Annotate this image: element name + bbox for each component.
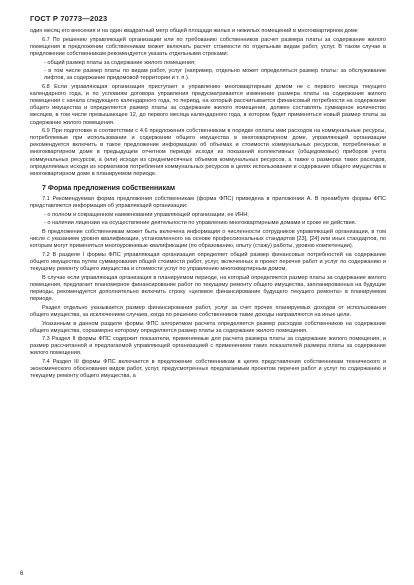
paragraph: 7.1 Рекомендуемая форма предложения собственникам (форма ФПС) приведена в приложении А. В преамбуле формы ФПС представляется информация об управляющей организации:: [30, 195, 386, 209]
list-item: - общий размер платы за содержание жилого помещения;: [44, 59, 196, 66]
paragraph: Указанным в данном разделе формы ФПС алгоритмом расчета определяется размер расходов собственников на содержание общего имущества, соразмерно которому определяется размер платы за содержание жилого помещения.: [30, 320, 386, 334]
paragraph: В случае если управляющая организация в планируемом периоде, на который определяется размер платы за содержание жилого помещения, предлагает планомерное финансирование работ по текущему ремонту общего имущества, запланированных на будущие периоды, рекомендуется дополнительно включить строку «целевое финансирование будущего текущего ремонта» в планируемом периоде.: [30, 274, 386, 303]
list-item: - о полном и сокращенном наименовании управляющей организации, ее ИНН;: [44, 211, 249, 218]
paragraph: 6.9 При подготовке в соответствии с 4.6 предложения собственникам в порядке оплаты ими расходов на коммунальные ресурсы, потребляемые при использовании и содержании общего имущества в многоквартирном доме, управляющей организации рекомендуется включить в такое предложение информацию об объемах и стоимости коммунальных ресурсов, потребленных в многоквартирном доме в предыдущем отчетном периоде исходя из показаний коллективных (общедомовых) приборов учета коммунальных ресурсов, а (или) исходя из среднемесячных объемов коммунальных ресурсов, а также о размерах таких расходов, определяемых исходя из нормативов потребления коммунальных ресурсов в целях использования и содержания общего имущества в многоквартирном доме в планируемом периоде.: [30, 128, 386, 177]
paragraph: 7.2 В разделе I формы ФПС управляющая организация определяет общий размер финансовых потребностей на содержание общего имущества путем суммирования общей стоимости работ, услуг, включенных в проект перечня работ и услуг по содержанию и текущему ремонту общего имущества и стоимости услуг по управлению многоквартирным домом.: [30, 251, 386, 273]
list-item: - о наличии лицензии на осуществление деятельности по управлению многоквартирными домами и сроке ее действия.: [44, 220, 357, 227]
paragraph: 7.3 Раздел II формы ФПС содержит показатели, применяемые для расчета размера платы за содержание жилого помещения, и размер рассчитанной и предлагаемой управляющей организацией с применением таких показателей размера платы за содержание жилого помещения.: [30, 336, 386, 357]
paragraph: один месяц его внесения и на один квадратный метр общей площади жилых и нежилых помещений в многоквартирном доме: [30, 28, 358, 34]
paragraphs-section-7: [30, 196, 386, 381]
document-header: ГОСТ Р 70773—2023: [30, 14, 108, 23]
paragraphs-before-section-7: [30, 28, 386, 178]
paragraph: 7.4 Раздел III формы ФПС включается в предложение собственникам в целях представления собственникам технического и экономического обоснования видов работ, услуг, предусмотренных предлагаемым проектом перечня работ и услуг по содержанию и текущему ремонту общего имущества, а: [30, 359, 386, 380]
paragraph: Раздел отдельно указывается размер финансирования работ, услуг за счет прочих планируемых доходов от использования общего имущества, за исключением случаев, когда по решению собственников такие доходы направляются на иные цели.: [30, 304, 386, 318]
paragraph: В предложение собственникам может быть включена информация о численности сотрудников управляющей организации, в том числе с указанием уровня квалификации, установленного на основе профессиональных стандартов [23], [24] или иных стандартов, по которым могут применяться многоуровневые квалификации (по образованию, опыту (стажу) работы, уровню компетенции).: [30, 229, 386, 250]
paragraph: 6.8 Если управляющая организация приступает к управлению многоквартирным домом не с первого месяца текущего календарного года, и по условиям договора управления предусматривается изменение размера платы на содержание жилого помещения с начала следующего календарного года, то период, на который рассчитывается финансовый потребности на содержание общего имущества и определяется размер платы за содержание жилого помещения, должен составлять суммарное количество месяцев, в том числе превышающее 12, до первого месяца календарного года, в котором будет применяться новый размер платы за содержание жилого помещения.: [30, 84, 386, 126]
list-item: - в том числе размер платы по видам работ, услуг (например, отдельно может определяться размер платы: за обслуживание лифтов, за содержание придомовой территории и т. п.).: [44, 68, 386, 82]
paragraph: 6.7 По решению управляющей организации или по требованию собственников расчет размера платы за содержание жилого помещения в предложении собственникам может включать расчет стоимости по отдельным видам работ, услуг. В таком случае в предложение собственникам рекомендуется указать отдельными строками:: [30, 36, 386, 57]
section-7-heading: 7 Форма предложения собственникам: [42, 184, 176, 192]
page-number: 6: [20, 571, 24, 577]
